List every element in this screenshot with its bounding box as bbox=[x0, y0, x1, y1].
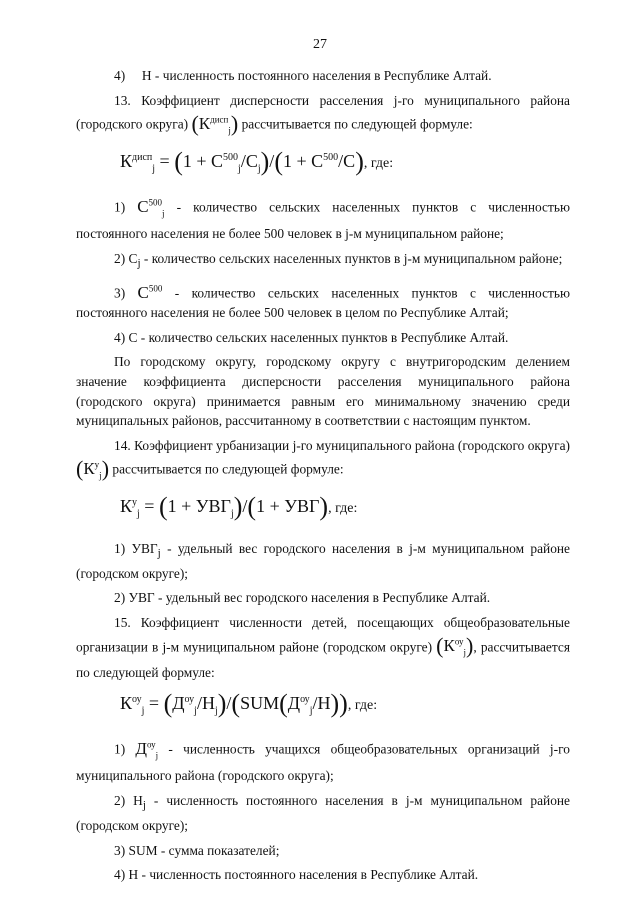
s-d: Д bbox=[135, 739, 147, 759]
child-def-2 bbox=[76, 791, 570, 836]
f-term: 1 + С bbox=[182, 150, 224, 171]
symbol-k-disp: $(К^{дисп}_j)$ bbox=[191, 110, 239, 136]
f-500: 500 bbox=[223, 151, 239, 163]
s-j: j bbox=[162, 208, 165, 219]
f-c: С bbox=[245, 150, 258, 171]
f-paren3: ( bbox=[231, 688, 241, 718]
f-term2: 1 + С bbox=[282, 150, 324, 171]
f-j: j bbox=[194, 705, 197, 717]
paragraph-13 bbox=[76, 91, 570, 141]
def-rest: - удельный вес городского населения в j-м муниципальном районе (городском округе); bbox=[76, 540, 570, 581]
paragraph-14-tail: рассчитывается по следующей формуле: bbox=[112, 461, 344, 477]
f-j3: j bbox=[309, 705, 313, 717]
sym-k: К bbox=[83, 458, 95, 478]
f-j: j bbox=[230, 508, 234, 520]
s-c: С bbox=[137, 197, 149, 217]
f-sub: j bbox=[141, 705, 145, 717]
def-text: - количество сельских населенных пунктов с численностью постоянного населения не более 500 человек в целом по Республике Алтай; bbox=[76, 285, 570, 321]
f-h2: Н bbox=[317, 692, 331, 713]
f-sup2: оу bbox=[184, 693, 195, 705]
sym-sub: j bbox=[463, 647, 467, 658]
f-k: К bbox=[120, 692, 133, 713]
f-tail: , где: bbox=[347, 697, 378, 713]
f-500b: 500 bbox=[323, 151, 339, 163]
urb-def-1 bbox=[76, 539, 570, 584]
f-h: Н bbox=[201, 692, 215, 713]
symbol-d-ou bbox=[135, 739, 159, 761]
urb-def-2: 2) УВГ - удельный вес городского населения в Республике Алтай. bbox=[114, 590, 491, 606]
f-d: Д bbox=[172, 692, 185, 713]
f-paren: ( bbox=[163, 688, 173, 718]
sym-sub: j bbox=[228, 125, 231, 136]
f-sup: оу bbox=[132, 693, 142, 705]
f-sup3: оу bbox=[300, 693, 310, 705]
def-4: 4) С - количество сельских населенных пунктов в Республике Алтай. bbox=[114, 329, 509, 345]
child-def-1 bbox=[76, 735, 570, 785]
def-1 bbox=[76, 193, 570, 243]
def-text: 2) С bbox=[114, 250, 138, 266]
def-2 bbox=[76, 249, 570, 274]
def-text: - количество сельских населенных пунктов с численностью постоянного населения не более 500 человек в j-м муниципальном районе; bbox=[76, 200, 570, 242]
f-sub: j bbox=[152, 163, 156, 175]
f-tail: , где: bbox=[363, 155, 394, 171]
f-paren2: ) bbox=[233, 491, 243, 521]
paragraph-14 bbox=[76, 436, 570, 486]
item-number: 4) bbox=[114, 68, 126, 83]
paragraph-13-tail: рассчитывается по следующей формуле: bbox=[241, 116, 473, 132]
f-tail: , где: bbox=[328, 500, 358, 516]
symbol-k-u: $(К^у_j)$ bbox=[76, 455, 110, 481]
formula-children: $К^{оу}_j = (Д^{оу}_j/Н_j)/(SUM(Д^{оу}_j/Н))$, где: bbox=[120, 688, 378, 718]
f-sum: SUM bbox=[240, 692, 280, 713]
f-eq: = bbox=[159, 150, 170, 171]
sym-k: К bbox=[443, 636, 455, 656]
f-paren6: ) bbox=[330, 688, 340, 718]
f-k: К bbox=[120, 150, 133, 171]
f-c2: С bbox=[343, 150, 356, 171]
f-j2: j bbox=[214, 705, 218, 717]
paragraph-15-text: 15. Коэффициент численности детей, посещающих общеобразовательные организации в j-м муниципальном районе (городском округе) bbox=[76, 615, 570, 655]
paragraph-15-tail: рассчитывается по следующей формуле: bbox=[76, 639, 570, 681]
sym-k: К bbox=[198, 113, 211, 133]
s-sup: оу bbox=[147, 739, 156, 750]
sym-sup: дисп bbox=[210, 114, 229, 125]
document-body bbox=[76, 66, 570, 890]
formula-urbanization: $К^у_j = (1 + УВГ_j)/(1 + УВГ)$, где: bbox=[120, 491, 358, 521]
def-rest: - количество сельских населенных пунктов в j-м муниципальном районе; bbox=[143, 250, 563, 266]
item-4-population bbox=[76, 66, 570, 86]
f-sub: j bbox=[137, 508, 140, 520]
def-text: 2) Н bbox=[114, 792, 143, 808]
symbol-c500 bbox=[138, 283, 163, 302]
f-paren4: ) bbox=[355, 146, 364, 176]
f-sup: у bbox=[132, 496, 138, 508]
f-paren: ( bbox=[158, 491, 168, 521]
f-term2: 1 + УВГ bbox=[256, 495, 320, 516]
def-num: 1) bbox=[114, 742, 126, 758]
paragraph-14-text: 14. Коэффициент урбанизации j-го муниципального района (городского округа) bbox=[114, 437, 570, 453]
f-term: 1 + УВГ bbox=[167, 495, 231, 516]
def-text: - численность учащихся общеобразовательных организаций j-го муниципального района (городского округа); bbox=[76, 742, 570, 784]
paragraph-okrug: По городскому округу, городскому округу с внутригородским делением значение коэффициента дисперсности расселения муниципального района (городского округа) принимается равным его минимальному значению среди муниципальных районов, рассчитанному в соответствии с настоящим пунктом. bbox=[76, 354, 570, 429]
f-d2: Д bbox=[287, 692, 301, 713]
def-sub: j bbox=[137, 257, 141, 270]
page-number: 27 bbox=[313, 37, 327, 52]
def-sub: j bbox=[157, 547, 161, 560]
f-eq: = bbox=[148, 692, 160, 713]
s-500: 500 bbox=[148, 282, 163, 293]
f-paren3: ( bbox=[247, 491, 257, 521]
f-paren2: ) bbox=[260, 146, 270, 176]
paragraph-15: 15. Коэффициент численности детей, посещающих общеобразовательные организации в j-м муниципальном районе (городском округе) $(К^{оу}_j)$, рассчитывается по следующей формуле: bbox=[76, 615, 570, 681]
f-j: j bbox=[238, 163, 241, 175]
def-sub: j bbox=[142, 799, 146, 812]
s-c: С bbox=[137, 282, 149, 302]
f-paren5: ( bbox=[279, 688, 288, 718]
f-eq: = bbox=[144, 495, 155, 516]
f-paren4: ) bbox=[319, 491, 329, 521]
def-text: 1) УВГ bbox=[114, 540, 158, 556]
f-sup: дисп bbox=[132, 151, 153, 163]
f-k: К bbox=[120, 495, 133, 516]
sym-sup: у bbox=[94, 459, 100, 470]
symbol-c500j bbox=[137, 197, 165, 219]
child-def-4: 4) Н - численность постоянного населения в Республике Алтай. bbox=[114, 867, 479, 883]
sym-sub: j bbox=[99, 470, 102, 481]
child-def-3: 3) SUM - сумма показателей; bbox=[114, 842, 280, 858]
item-text: Н - численность постоянного населения в Республике Алтай. bbox=[141, 68, 492, 83]
paragraph-13-text: 13. Коэффициент дисперсности расселения j-го муниципального района (городского округа) bbox=[76, 92, 570, 132]
sym-sup: оу bbox=[454, 636, 464, 647]
symbol-k-ou: $(К^{оу}_j)$ bbox=[436, 633, 474, 659]
def-num: 1) bbox=[114, 200, 126, 216]
def-num: 3) bbox=[114, 285, 126, 301]
def-rest: - численность постоянного населения в j-м муниципальном районе (городском округе); bbox=[76, 792, 570, 833]
def-3 bbox=[76, 279, 570, 323]
f-paren4: ) bbox=[339, 688, 348, 718]
f-paren3: ( bbox=[274, 146, 283, 176]
f-paren: ( bbox=[174, 146, 183, 176]
formula-dispersion: $К^{дисп}_j = (1 + С^{500}_j/С_j)/(1 + С^{500}/С)$, где: bbox=[120, 146, 394, 176]
s-500: 500 bbox=[148, 197, 163, 208]
s-j: j bbox=[155, 750, 159, 761]
f-paren2: ) bbox=[217, 688, 227, 718]
f-j2: j bbox=[257, 163, 261, 175]
